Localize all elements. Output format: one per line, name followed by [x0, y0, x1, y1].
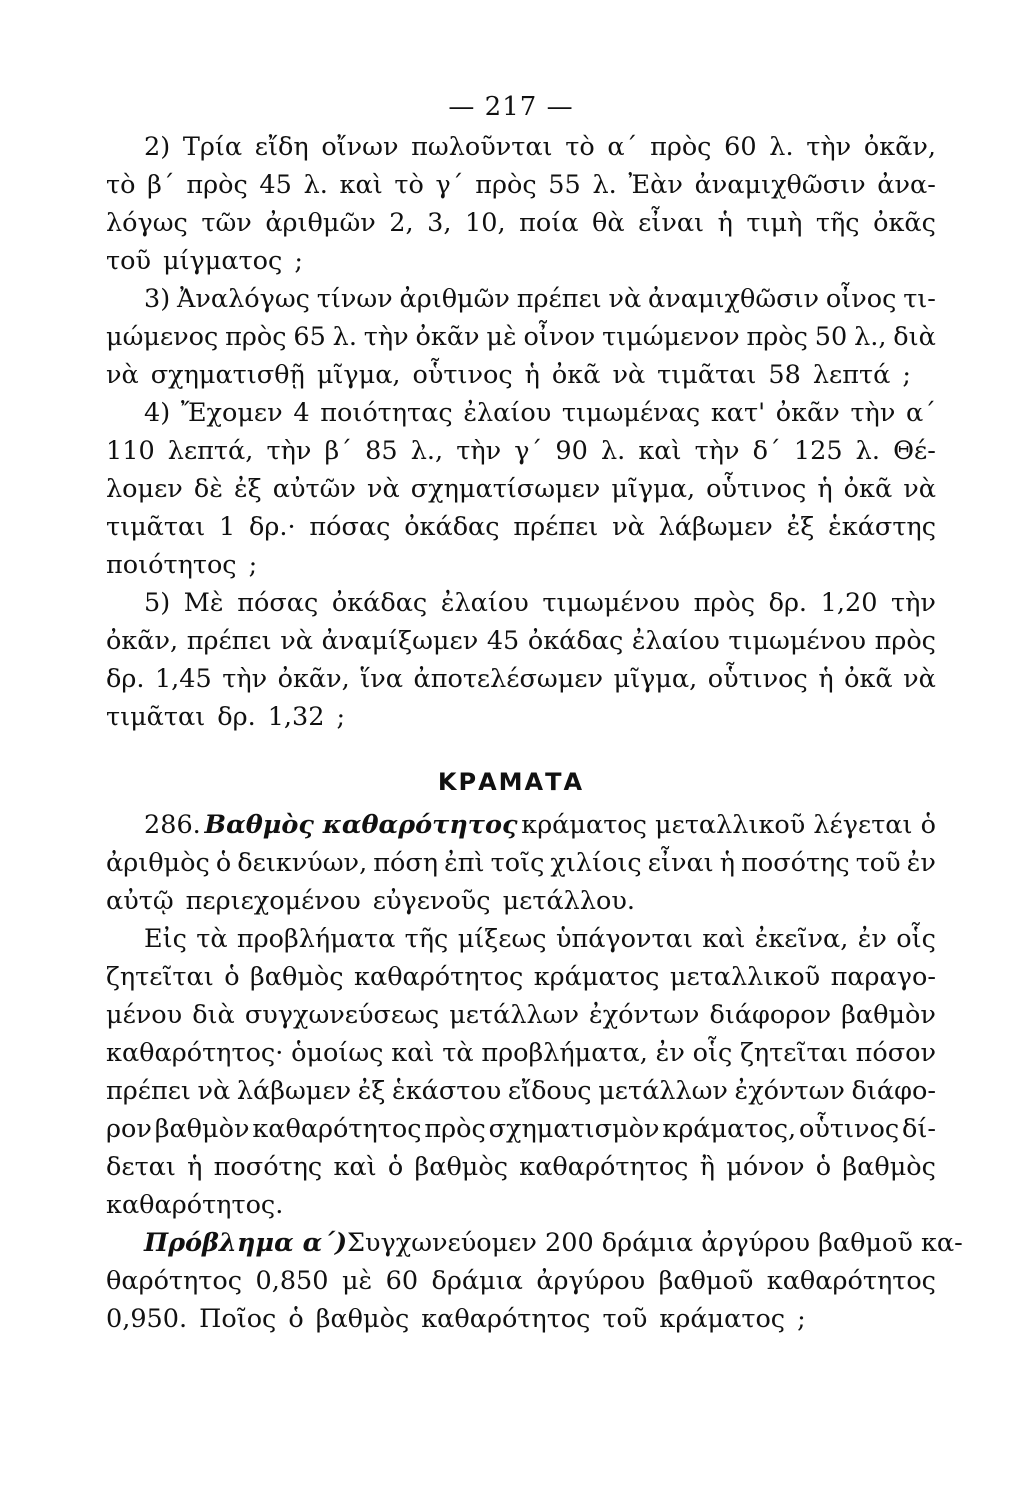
text-line: Εἰς τὰ προβλήματα τῆς μίξεως ὑπάγονται καὶ ἐκεῖνα, ἐν οἷς: [144, 924, 936, 954]
page-number: — 217 —: [448, 92, 574, 122]
text-line: τὸ β΄ πρὸς 45 λ. καὶ τὸ γ΄ πρὸς 55 λ. Ἐὰν ἀναμιχθῶσιν ἀνα-: [106, 170, 936, 200]
text-line: [106, 802, 936, 840]
section-heading: ΚΡΑΜΑΤΑ: [437, 768, 585, 796]
text-line: 5) Μὲ πόσας ὀκάδας ἐλαίου τιμωμένου πρὸς δρ. 1,20 τὴν: [144, 588, 936, 618]
text-line: τοῦ μίγματος ;: [106, 246, 303, 276]
text-line: πρέπει νὰ λάβωμεν ἐξ ἑκάστου εἴδους μετάλλων ἐχόντων διάφο-: [106, 1076, 936, 1106]
section-text: [106, 802, 963, 1334]
text-line: δεται ἡ ποσότης καὶ ὁ βαθμὸς καθαρότητος ἢ μόνον ὁ βαθμὸς: [106, 1152, 936, 1182]
text-line: καθαρότητος· ὁμοίως καὶ τὰ προβλήματα, ἐν οἷς ζητεῖται πόσον: [106, 1038, 936, 1068]
text-line: μένου διὰ συγχωνεύσεως μετάλλων ἐχόντων διάφορον βαθμὸν: [106, 1000, 936, 1030]
text-line: 3) Ἀναλόγως τίνων ἀριθμῶν πρέπει νὰ ἀναμιχθῶσιν οἶνος τι-: [144, 284, 936, 314]
problem-label: Πρόβλημα α΄): [144, 1228, 348, 1258]
text-line: ὀκᾶν, πρέπει νὰ ἀναμίξωμεν 45 ὀκάδας ἐλαίου τιμωμένου πρὸς: [106, 626, 936, 656]
text-line: θαρότητος 0,850 μὲ 60 δράμια ἀργύρου βαθμοῦ καθαρότητος: [106, 1266, 936, 1296]
defined-term: Βαθμὸς καθαρότητος: [204, 810, 518, 840]
text-line: μώμενος πρὸς 65 λ. τὴν ὀκᾶν μὲ οἶνον τιμώμενον πρὸς 50 λ., διὰ: [106, 322, 936, 352]
text-line: τιμᾶται 1 δρ.· πόσας ὀκάδας πρέπει νὰ λάβωμεν ἐξ ἑκάστης: [106, 512, 936, 542]
text-line: αὐτῷ περιεχομένου εὐγενοῦς μετάλλου.: [106, 886, 635, 916]
section-number: 286.: [144, 810, 201, 840]
text-line: 2) Τρία εἴδη οἴνων πωλοῦνται τὸ α΄ πρὸς 60 λ. τὴν ὀκᾶν,: [144, 132, 936, 162]
text-line: νὰ σχηματισθῇ μῖγμα, οὗτινος ἡ ὀκᾶ νὰ τιμᾶται 58 λεπτά ;: [106, 360, 911, 390]
text-line: 110 λεπτά, τὴν β΄ 85 λ., τὴν γ΄ 90 λ. καὶ τὴν δ΄ 125 λ. Θέ-: [106, 436, 936, 466]
text-line: λομεν δὲ ἐξ αὐτῶν νὰ σχηματίσωμεν μῖγμα, οὗτινος ἡ ὀκᾶ νὰ: [106, 474, 936, 504]
exercises-text: [106, 124, 936, 732]
text-line: ποιότητος ;: [106, 550, 258, 580]
text-line: καθαρότητος.: [106, 1190, 284, 1220]
text-line: ρον βαθμὸν καθαρότητος πρὸς σχηματισμὸν κράματος, οὗτινος δί-: [106, 1114, 936, 1144]
text-line: 0,950. Ποῖος ὁ βαθμὸς καθαρότητος τοῦ κράματος ;: [106, 1304, 806, 1334]
text-line: ζητεῖται ὁ βαθμὸς καθαρότητος κράματος μεταλλικοῦ παραγο-: [106, 962, 936, 992]
text-span: κράματος μεταλλικοῦ λέγεται ὁ: [521, 810, 936, 840]
text-line: [106, 1220, 963, 1258]
text-line: λόγως τῶν ἀριθμῶν 2, 3, 10, ποία θὰ εἶναι ἡ τιμὴ τῆς ὀκᾶς: [106, 208, 936, 238]
text-line: τιμᾶται δρ. 1,32 ;: [106, 702, 346, 732]
text-line: ἀριθμὸς ὁ δεικνύων, πόση ἐπὶ τοῖς χιλίοις εἶναι ἡ ποσότης τοῦ ἐν: [106, 848, 936, 878]
text-line: 4) Ἔχομεν 4 ποιότητας ἐλαίου τιμωμένας κατ' ὀκᾶν τὴν α΄: [144, 398, 936, 428]
text-span: Συγχωνεύομεν 200 δράμια ἀργύρου βαθμοῦ κα-: [347, 1228, 963, 1258]
text-line: δρ. 1,45 τὴν ὀκᾶν, ἵνα ἀποτελέσωμεν μῖγμα, οὗτινος ἡ ὀκᾶ νὰ: [106, 664, 936, 694]
